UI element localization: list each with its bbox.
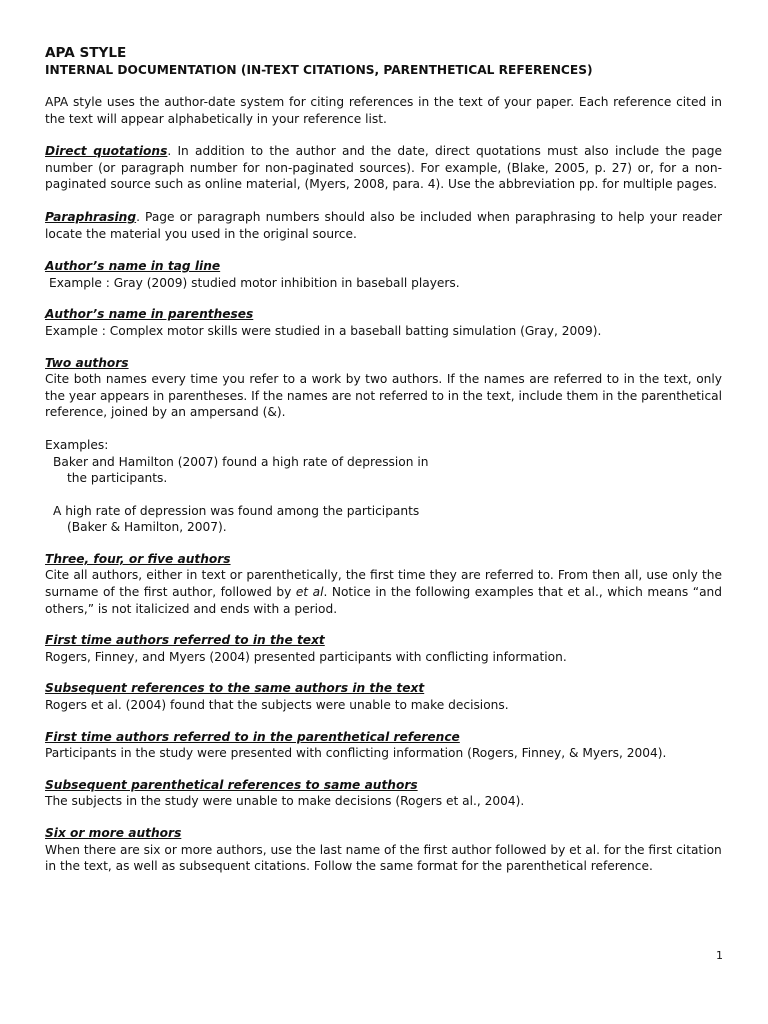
subsequent-text-section [45, 680, 722, 713]
example-2-line-1: A high rate of depression was found among the participants [53, 503, 420, 518]
subsequent-text-heading: Subsequent references to the same authors in the text [45, 681, 425, 696]
document-subtitle: INTERNAL DOCUMENTATION (IN-TEXT CITATIONS, PARENTHETICAL REFERENCES) [45, 63, 593, 77]
tagline-heading: Author’s name in tag line [45, 259, 221, 274]
example-1-line-2: the participants. [67, 471, 168, 486]
two-authors-section [45, 355, 722, 536]
three-five-text-after: . Notice in the following examples that et al., which means “and others,” is not italicized and ends with a period. [45, 585, 722, 616]
first-time-paren-example: Participants in the study were presented with conflicting information (Rogers, Finney, & Myers, 2004). [45, 746, 667, 761]
tagline-section [45, 258, 722, 291]
direct-quotations-heading: Direct quotations [45, 144, 168, 159]
document-title: APA STYLE [45, 45, 127, 61]
parentheses-example: Example : Complex motor skills were studied in a baseball batting simulation (Gray, 2009). [45, 323, 602, 338]
subsequent-paren-example: The subjects in the study were unable to make decisions (Rogers et al., 2004). [45, 794, 525, 809]
six-more-text: When there are six or more authors, use the last name of the first author followed by et al. for the first citation in the text, as well as subsequent citations. Follow the same format for the parenthetical reference. [45, 842, 722, 874]
three-five-section [45, 551, 722, 617]
document-page [45, 44, 722, 890]
parentheses-section [45, 306, 722, 339]
two-authors-text: Cite both names every time you refer to a work by two authors. If the names are referred to in the text, only the year appears in parentheses. If the names are not referred to in the text, include them in the parenthetical reference, joined by an ampersand (&). [45, 372, 722, 420]
example-2-line-2: (Baker & Hamilton, 2007). [67, 520, 227, 535]
intro-paragraph: APA style uses the author-date system for citing references in the text of your paper. Each reference cited in the text will appear alphabetically in your reference list. [45, 95, 722, 126]
first-time-text-section [45, 632, 722, 665]
first-time-text-example: Rogers, Finney, and Myers (2004) presented participants with conflicting information. [45, 649, 567, 664]
direct-quotations-paragraph [45, 143, 722, 193]
six-more-section [45, 825, 722, 875]
tagline-example: Example : Gray (2009) studied motor inhibition in baseball players. [49, 275, 460, 290]
paraphrasing-text: . Page or paragraph numbers should also be included when paraphrasing to help your reader locate the material you used in the original source. [45, 209, 722, 241]
direct-quotations-text: . In addition to the author and the date, direct quotations must also include the page number (or paragraph number for non-paginated sources). For example, (Blake, 2005, p. 27) or, for a non-paginated source such as online material, (Myers, 2008, para. 4). Use the abbreviation pp. for multiple pages. [45, 144, 723, 192]
paraphrasing-paragraph [45, 209, 722, 242]
subsequent-text-example: Rogers et al. (2004) found that the subjects were unable to make decisions. [45, 698, 509, 713]
et-al-italic: et al [295, 585, 324, 600]
first-time-paren-heading: First time authors referred to in the parenthetical reference [45, 729, 460, 744]
first-time-text-heading: First time authors referred to in the text [45, 633, 325, 648]
three-five-text-before: Cite all authors, either in text or parenthetically, the first time they are referred to. From then all, use only the surname of the first author, followed by [45, 568, 722, 600]
examples-label: Examples: [45, 437, 109, 452]
two-authors-heading: Two authors [45, 355, 129, 370]
example-1-line-1: Baker and Hamilton (2007) found a high rate of depression in [53, 454, 429, 469]
paraphrasing-heading: Paraphrasing [45, 209, 137, 224]
parentheses-heading: Author’s name in parentheses [45, 307, 254, 322]
subsequent-paren-section [45, 777, 722, 810]
three-five-heading: Three, four, or five authors [45, 551, 231, 566]
three-five-text [45, 567, 722, 617]
subsequent-paren-heading: Subsequent parenthetical references to same authors [45, 777, 418, 792]
first-time-paren-section [45, 729, 722, 762]
six-more-heading: Six or more authors [45, 826, 182, 840]
page-number: 1 [716, 949, 723, 962]
